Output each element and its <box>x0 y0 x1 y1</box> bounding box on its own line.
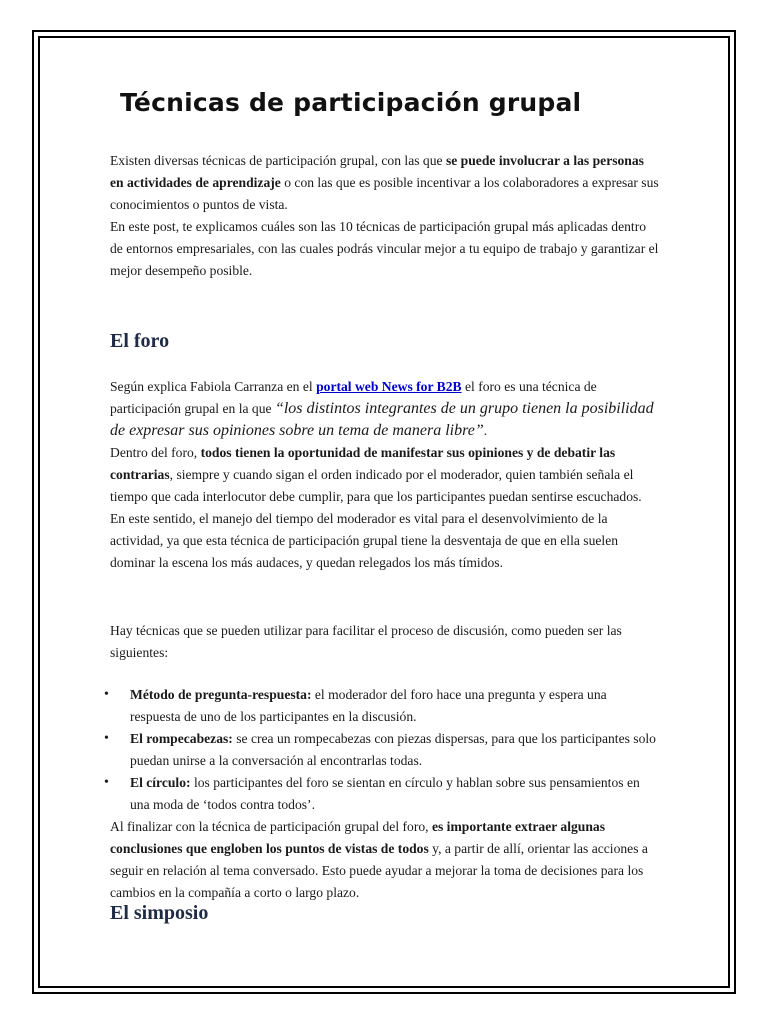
portal-web-link[interactable]: portal web News for B2B <box>316 379 462 394</box>
list-item <box>104 728 660 772</box>
intro-paragraph <box>110 150 660 282</box>
tecnicas-list <box>104 684 660 816</box>
intro-text-2: o con las que es posible incentivar a los colaboradores a expresar sus conocimientos o puntos de vista. <box>110 175 659 212</box>
foro-p5-text-2: y, a partir de allí, orientar las acciones a seguir en relación al tema conversado. Esto puede ayudar a mejorar la toma de decisiones para los cambios en la compañía a corto o largo plazo. <box>110 841 648 900</box>
foro-p1-text-1: Según explica Fabiola Carranza en el <box>110 379 317 394</box>
foro-p1-text-3: . <box>483 423 488 438</box>
list-item-text: el moderador del foro hace una pregunta y espera una respuesta de uno de los participantes en la discusión. <box>130 687 607 724</box>
bullet-icon: • <box>104 731 109 746</box>
section-heading-foro: El foro <box>110 330 170 352</box>
list-item <box>104 772 660 816</box>
list-item-text: los participantes del foro se sientan en círculo y hablan sobre sus pensamientos en una moda de ‘todos contra todos’. <box>130 775 640 812</box>
bullet-icon: • <box>104 775 109 790</box>
intro-bold-1: se puede involucrar a las personas en actividades de aprendizaje <box>110 153 644 190</box>
section-heading-simposio: El simposio <box>110 902 209 924</box>
bullet-icon: • <box>104 687 109 702</box>
foro-paragraph-1 <box>110 376 660 574</box>
foro-p2-bold: todos tienen la oportunidad de manifestar sus opiniones y de debatir las contrarias <box>110 445 616 482</box>
foro-p1-text-2: el foro es una técnica de participación grupal en la que <box>110 379 597 416</box>
list-item-bold: El círculo: <box>130 775 191 790</box>
list-item-text: se crea un rompecabezas con piezas dispersas, para que los participantes solo puedan unirse a la conversación al encontrarlas todas. <box>130 731 656 768</box>
foro-quote: “los distintos integrantes de un grupo tienen la posibilidad de expresar sus opiniones sobre un tema de manera libre” <box>110 400 654 439</box>
list-item-bold: Método de pregunta-respuesta: <box>130 687 312 702</box>
list-item-bold: El rompecabezas: <box>130 731 233 746</box>
foro-p5-text-1: Al finalizar con la técnica de participación grupal del foro, <box>110 819 432 834</box>
foro-paragraph-5 <box>110 816 660 904</box>
foro-p2-text-2: , siempre y cuando sigan el orden indicado por el moderador, quien también señala el tiempo que cada interlocutor debe cumplir, para que los participantes puedan sentirse escuchados. <box>110 467 642 504</box>
foro-paragraph-4: Hay técnicas que se pueden utilizar para facilitar el proceso de discusión, como pueden ser las siguientes: <box>110 623 622 660</box>
foro-p5-bold: es importante extraer algunas conclusiones que engloben los puntos de vistas de todos <box>110 819 605 856</box>
intro-text-1: Existen diversas técnicas de participación grupal, con las que <box>110 153 446 168</box>
page-title: Técnicas de participación grupal <box>120 88 582 117</box>
foro-p2-text-1: Dentro del foro, <box>110 445 201 460</box>
intro-text-3: En este post, te explicamos cuáles son las 10 técnicas de participación grupal más aplicadas dentro de entornos empresariales, con las cuales podrás vincular mejor a tu equipo de trabajo y garantizar el mejor desempeño posible. <box>110 219 659 278</box>
foro-p3-text: En este sentido, el manejo del tiempo del moderador es vital para el desenvolvimiento de la actividad, ya que esta técnica de participación grupal tiene la desventaja de que en ella suelen dominar la escena los más audaces, y quedan relegados los más tímidos. <box>110 511 619 570</box>
list-item <box>104 684 660 728</box>
